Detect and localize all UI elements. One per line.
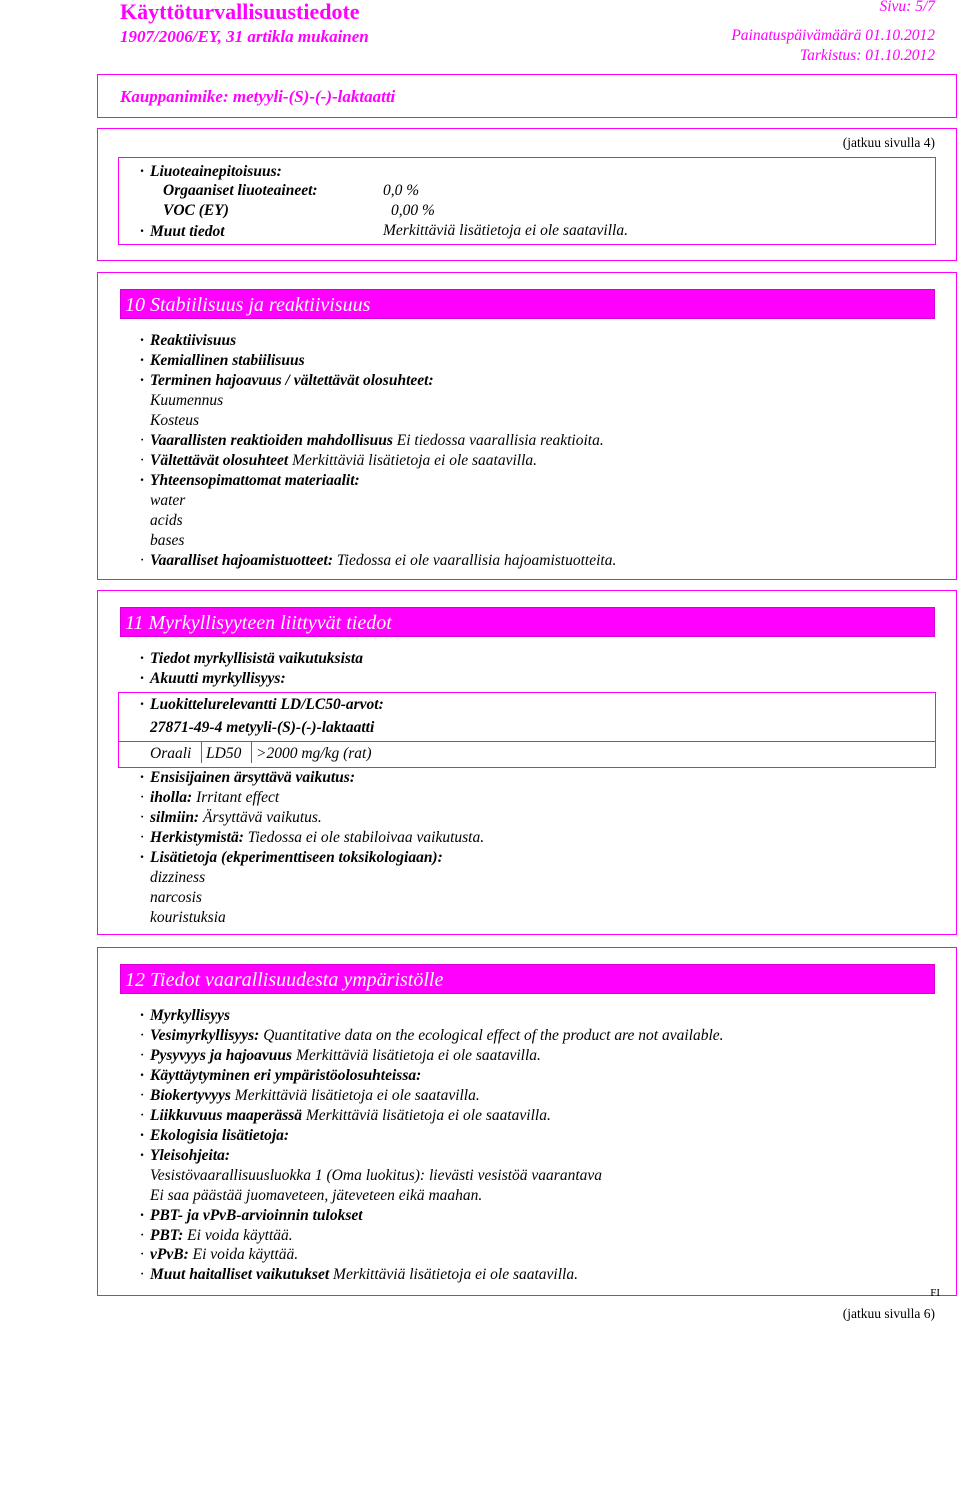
environmental-behaviour: · Käyttäytyminen eri ympäristöolosuhteissa: bbox=[140, 1067, 422, 1084]
reactivity: · Reaktiivisuus bbox=[140, 332, 237, 349]
ld-col-divider-2 bbox=[251, 741, 252, 763]
pbt: · PBT: Ei voida käyttää. bbox=[140, 1227, 293, 1244]
ld-type: LD50 bbox=[206, 745, 242, 762]
solvent-heading: · Liuoteainepitoisuus: bbox=[140, 163, 282, 180]
organic-solvents-label: Orgaaniset liuoteaineet: bbox=[163, 182, 318, 199]
trade-name: Kauppanimike: metyyli-(S)-(-)-laktaatti bbox=[120, 87, 396, 106]
primary-irritant: · Ensisijainen ärsyttävä vaikutus: bbox=[140, 769, 355, 786]
hazardous-decomposition: · Vaaralliset hajoamistuotteet: Tiedossa ei ole vaarallisia hajoamistuotteita. bbox=[140, 552, 617, 569]
continued-to: (jatkuu sivulla 6) bbox=[842, 1306, 935, 1321]
language-code: FI bbox=[930, 1287, 940, 1299]
chemical-stability: · Kemiallinen stabiilisuus bbox=[140, 352, 305, 369]
ld-heading: · Luokittelurelevantti LD/LC50-arvot: bbox=[140, 696, 384, 713]
section-12-title: 12 Tiedot vaarallisuudesta ympäristölle bbox=[120, 964, 935, 994]
other-info-label: · Muut tiedot bbox=[140, 223, 225, 240]
eye-effect: · silmiin: Ärsyttävä vaikutus. bbox=[140, 809, 322, 826]
revision-date: Tarkistus: 01.10.2012 bbox=[799, 47, 935, 64]
toxicological-effects: · Tiedot myrkyllisistä vaikutuksista bbox=[140, 650, 363, 667]
effect-convulsions: kouristuksia bbox=[150, 909, 226, 926]
ld-value: >2000 mg/kg (rat) bbox=[256, 745, 372, 762]
ld-table-divider bbox=[118, 741, 936, 742]
incompatible-acids: acids bbox=[150, 512, 183, 529]
section-11-title: 11 Myrkyllisyyteen liittyvät tiedot bbox=[120, 607, 935, 637]
print-date: Painatuspäivämäärä 01.10.2012 bbox=[731, 27, 935, 44]
disposal-note: Ei saa päästää juomaveteen, jäteveteen eikä maahan. bbox=[150, 1187, 483, 1204]
persistence: · Pysyvyys ja hajoavuus Merkittäviä lisätietoja ei ole saatavilla. bbox=[140, 1047, 541, 1064]
incompatible-bases: bases bbox=[150, 532, 185, 549]
hazardous-reactions: · Vaarallisten reaktioiden mahdollisuus Ei tiedossa vaarallisia reaktioita. bbox=[140, 432, 604, 449]
organic-solvents-value: 0,0 % bbox=[383, 182, 420, 199]
page-number: Sivu: 5/7 bbox=[879, 0, 935, 15]
thermal-decomposition: · Terminen hajoavuus / vältettävät olosuhteet: bbox=[140, 372, 434, 389]
voc-label: VOC (EY) bbox=[163, 202, 229, 219]
pbt-results: · PBT- ja vPvB-arvioinnin tulokset bbox=[140, 1207, 363, 1224]
condition-heat: Kuumennus bbox=[150, 392, 224, 409]
effect-dizziness: dizziness bbox=[150, 869, 206, 886]
vpvb: · vPvB: Ei voida käyttää. bbox=[140, 1246, 299, 1263]
toxicity: · Myrkyllisyys bbox=[140, 1007, 231, 1024]
continued-from: (jatkuu sivulla 4) bbox=[842, 135, 935, 150]
soil-mobility: · Liikkuvuus maaperässä Merkittäviä lisätietoja ei ole saatavilla. bbox=[140, 1107, 551, 1124]
aquatic-toxicity: · Vesimyrkyllisyys: Quantitative data on the ecological effect of the product are not available. bbox=[140, 1027, 724, 1044]
regulation: 1907/2006/EY, 31 artikla mukainen bbox=[120, 27, 369, 46]
general-notes: · Yleisohjeita: bbox=[140, 1147, 231, 1164]
ld-route: Oraali bbox=[150, 745, 192, 762]
voc-value: 0,00 % bbox=[391, 202, 435, 219]
water-hazard-class: Vesistövaarallisuusluokka 1 (Oma luokitus): lievästi vesistöä vaarantava bbox=[150, 1167, 603, 1184]
document-title: Käyttöturvallisuustiedote bbox=[120, 0, 360, 24]
other-info-value: Merkittäviä lisätietoja ei ole saatavilla. bbox=[383, 222, 628, 239]
bioaccumulation: · Biokertyvyys Merkittäviä lisätietoja ei ole saatavilla. bbox=[140, 1087, 480, 1104]
incompatible-water: water bbox=[150, 492, 186, 509]
ld-substance: 27871-49-4 metyyli-(S)-(-)-laktaatti bbox=[150, 719, 375, 736]
conditions-to-avoid: · Vältettävät olosuhteet Merkittäviä lisätietoja ei ole saatavilla. bbox=[140, 452, 538, 469]
ecological-info: · Ekologisia lisätietoja: bbox=[140, 1127, 290, 1144]
condition-moisture: Kosteus bbox=[150, 412, 200, 429]
effect-narcosis: narcosis bbox=[150, 889, 202, 906]
skin-effect: · iholla: Irritant effect bbox=[140, 789, 280, 806]
section-10-title: 10 Stabiilisuus ja reaktiivisuus bbox=[120, 289, 935, 319]
ld-col-divider-1 bbox=[201, 741, 202, 763]
additional-toxicology: · Lisätietoja (ekperimenttiseen toksikologiaan): bbox=[140, 849, 443, 866]
sensitisation: · Herkistymistä: Tiedossa ei ole stabiloivaa vaikutusta. bbox=[140, 829, 485, 846]
incompatible-materials: · Yhteensopimattomat materiaalit: bbox=[140, 472, 360, 489]
acute-toxicity: · Akuutti myrkyllisyys: bbox=[140, 670, 286, 687]
other-adverse-effects: · Muut haitalliset vaikutukset Merkittäviä lisätietoja ei ole saatavilla. bbox=[140, 1266, 578, 1283]
